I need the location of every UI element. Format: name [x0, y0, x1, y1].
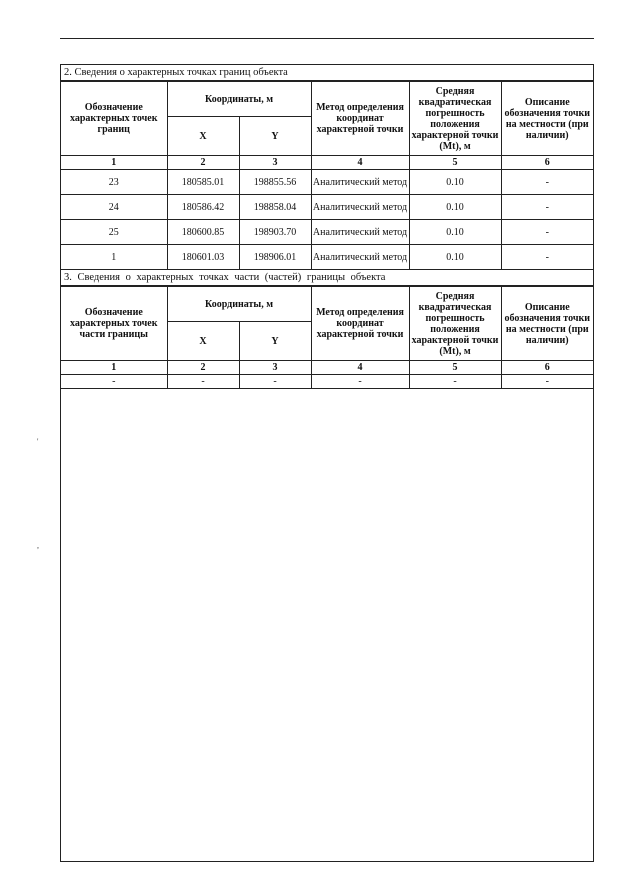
table-row [61, 375, 593, 389]
error: 0.10 [409, 195, 501, 220]
method: Аналитический метод [311, 170, 409, 195]
header-description: Описание обозначения точки на местности (при наличии) [501, 287, 593, 361]
header-method: Метод определения координат характерной точки [311, 82, 409, 156]
column-number: 1 [61, 361, 167, 375]
column-number: 4 [311, 361, 409, 375]
column-number: 3 [239, 156, 311, 170]
coord-x: 180600.85 [167, 220, 239, 245]
header-coordinates: Координаты, м [167, 82, 311, 117]
table-row [61, 245, 593, 270]
header-x: X [167, 322, 239, 361]
error: 0.10 [409, 245, 501, 270]
header-designation: Обозначение характерных точек части границы [61, 287, 167, 361]
column-number: 1 [61, 156, 167, 170]
point-id: 23 [61, 170, 167, 195]
section-2-title: 2. Сведения о характерных точках границ объекта [61, 65, 593, 81]
section-3-title: 3. Сведения о характерных точках части (частей) границы объекта [61, 270, 593, 286]
point-id: 24 [61, 195, 167, 220]
column-number: 6 [501, 156, 593, 170]
header-rule [60, 38, 594, 39]
column-number-row [61, 361, 593, 375]
coord-y: 198903.70 [239, 220, 311, 245]
coord-y: - [239, 375, 311, 389]
description: - [501, 170, 593, 195]
margin-mark-2: , [37, 541, 39, 550]
column-number: 2 [167, 156, 239, 170]
point-id: 1 [61, 245, 167, 270]
column-number: 5 [409, 156, 501, 170]
header-y: Y [239, 117, 311, 156]
coord-x: 180586.42 [167, 195, 239, 220]
method: Аналитический метод [311, 195, 409, 220]
coord-x: 180601.03 [167, 245, 239, 270]
table-row [61, 220, 593, 245]
header-x: X [167, 117, 239, 156]
header-coordinates: Координаты, м [167, 287, 311, 322]
method: - [311, 375, 409, 389]
header-error: Средняя квадратическая погрешность положения характерной точки (Mt), м [409, 82, 501, 156]
coord-y: 198855.56 [239, 170, 311, 195]
error: - [409, 375, 501, 389]
header-designation: Обозначение характерных точек границ [61, 82, 167, 156]
header-y: Y [239, 322, 311, 361]
header-method: Метод определения координат характерной точки [311, 287, 409, 361]
error: 0.10 [409, 220, 501, 245]
document-frame [60, 64, 594, 862]
table-row [61, 195, 593, 220]
column-number: 2 [167, 361, 239, 375]
column-number-row [61, 156, 593, 170]
header-description: Описание обозначения точки на местности (при наличии) [501, 82, 593, 156]
coord-x: - [167, 375, 239, 389]
description: - [501, 220, 593, 245]
description: - [501, 245, 593, 270]
description: - [501, 195, 593, 220]
error: 0.10 [409, 170, 501, 195]
point-id: - [61, 375, 167, 389]
margin-mark-1: ' [37, 437, 39, 446]
coord-y: 198906.01 [239, 245, 311, 270]
column-number: 5 [409, 361, 501, 375]
table-row [61, 170, 593, 195]
header-error: Средняя квадратическая погрешность положения характерной точки (Mt), м [409, 287, 501, 361]
coord-y: 198858.04 [239, 195, 311, 220]
point-id: 25 [61, 220, 167, 245]
section-2-table [61, 81, 593, 270]
method: Аналитический метод [311, 245, 409, 270]
method: Аналитический метод [311, 220, 409, 245]
column-number: 4 [311, 156, 409, 170]
coord-x: 180585.01 [167, 170, 239, 195]
section-3-table [61, 286, 593, 389]
column-number: 3 [239, 361, 311, 375]
column-number: 6 [501, 361, 593, 375]
description: - [501, 375, 593, 389]
